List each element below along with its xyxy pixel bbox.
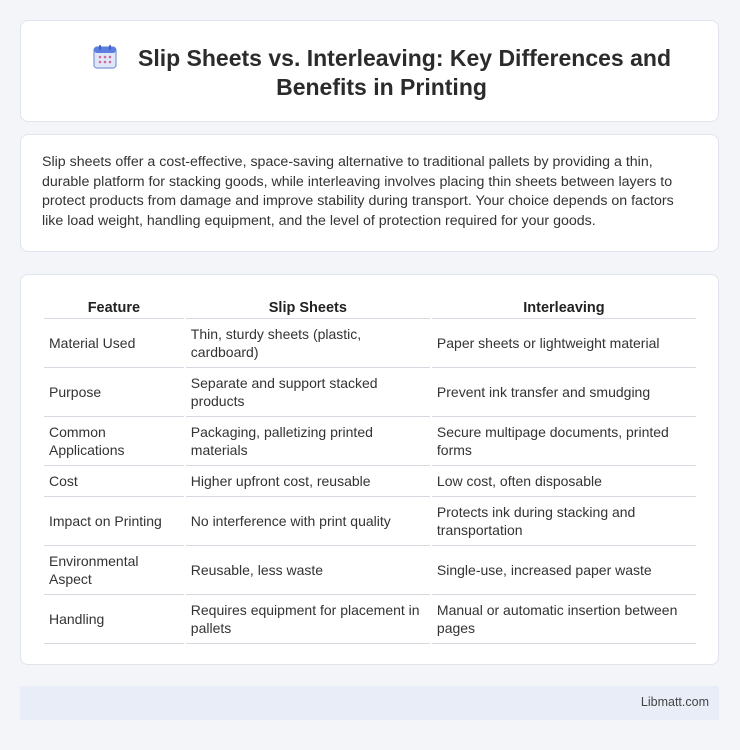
header-card: [20, 20, 719, 122]
slip-sheets-cell: Requires equipment for placement in pallets: [186, 595, 430, 644]
interleaving-cell: Prevent ink transfer and smudging: [432, 368, 696, 417]
feature-cell: Cost: [44, 466, 184, 497]
header-slip-sheets: Slip Sheets: [186, 297, 430, 319]
interleaving-cell: Single-use, increased paper waste: [432, 546, 696, 595]
title-text: Slip Sheets vs. Interleaving: Key Differences and Benefits in Printing: [137, 45, 672, 100]
feature-cell: Handling: [44, 595, 184, 644]
header-feature: Feature: [44, 297, 184, 319]
table-row: [44, 368, 696, 417]
feature-cell: Environmental Aspect: [44, 546, 184, 595]
page-title: [61, 44, 702, 102]
table-row: [44, 319, 696, 368]
table-row: [44, 417, 696, 466]
comparison-table: [42, 297, 698, 644]
slip-sheets-cell: Separate and support stacked products: [186, 368, 430, 417]
table-header-row: [44, 297, 696, 319]
footer-brand-link[interactable]: Libmatt.com: [640, 695, 709, 709]
slip-sheets-cell: No interference with print quality: [186, 497, 430, 546]
interleaving-cell: Paper sheets or lightweight material: [432, 319, 696, 368]
table-row: [44, 595, 696, 644]
interleaving-cell: Manual or automatic insertion between pages: [432, 595, 696, 644]
table-row: [44, 546, 696, 595]
header-interleaving: Interleaving: [432, 297, 696, 319]
slip-sheets-cell: Higher upfront cost, reusable: [186, 466, 430, 497]
slip-sheets-cell: Thin, sturdy sheets (plastic, cardboard): [186, 319, 430, 368]
table-row: [44, 497, 696, 546]
slip-sheets-cell: Packaging, palletizing printed materials: [186, 417, 430, 466]
feature-cell: Purpose: [44, 368, 184, 417]
feature-cell: Impact on Printing: [44, 497, 184, 546]
feature-cell: Material Used: [44, 319, 184, 368]
summary-card: [20, 134, 719, 252]
calendar-icon: [92, 44, 118, 70]
feature-cell: Common Applications: [44, 417, 184, 466]
table-row: [44, 466, 696, 497]
interleaving-cell: Secure multipage documents, printed forms: [432, 417, 696, 466]
interleaving-cell: Protects ink during stacking and transportation: [432, 497, 696, 546]
summary-text: Slip sheets offer a cost-effective, space-saving alternative to traditional pallets by providing a thin, durable platform for stacking goods, while interleaving involves placing thin sheets between layers to protect products from damage and improve stability during transport. Your choice depends on factors like load weight, handling equipment, and the level of protection required for your goods.: [42, 154, 674, 229]
footer-bar: [20, 686, 719, 720]
slip-sheets-cell: Reusable, less waste: [186, 546, 430, 595]
interleaving-cell: Low cost, often disposable: [432, 466, 696, 497]
comparison-card: [20, 274, 719, 665]
